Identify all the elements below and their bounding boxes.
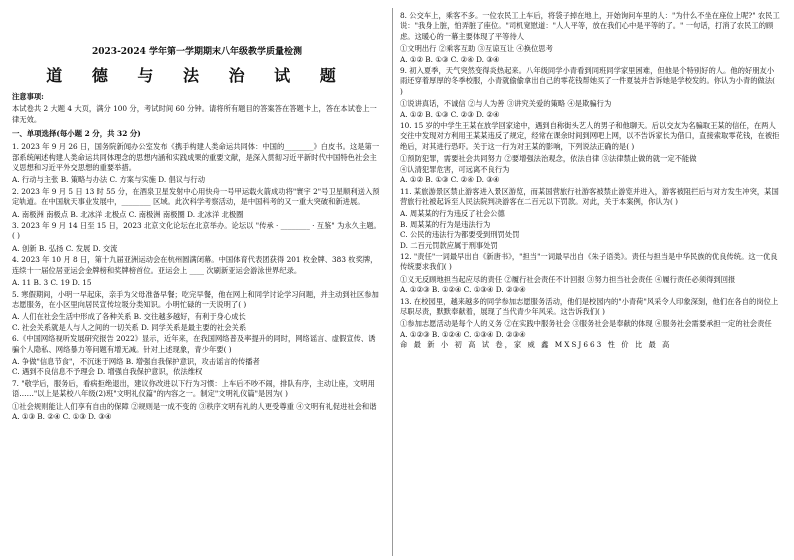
question-options: A. 行动与主张 B. 策略与办法 C. 方案与实施 D. 倡议与行动 xyxy=(12,175,205,185)
column-divider xyxy=(392,8,393,556)
question-options: A. 周某某的行为违反了社会公德 xyxy=(400,209,505,219)
question-options: A. ①②③ B. ①②④ C. ①③④ D. ②③④ xyxy=(400,329,526,339)
question-options: ①说讲真话，不诚信 ②与人为善 ③讲究关爱的策略 ④是欺骗行为 xyxy=(400,99,612,109)
question-text: 4. 2023 年 10 月 8 日，第十九届亚洲运动会在杭州圆满闭幕。中国体育代表团获得 201 枚金牌、383 枚奖牌，连续十一届位居亚运会金牌榜和奖牌榜首位。亚运会上 ____ 次刷新亚运会游泳世界纪录。 xyxy=(12,255,378,275)
question-options: A. ①②③ B. ①②④ C. ①③④ D. ②③④ xyxy=(400,285,526,295)
question-options: A. ①② B. ①③ C. ②④ D. ③④ xyxy=(400,54,500,64)
question-options: A. ①② B. ①③ C. ②④ D. ③④ xyxy=(400,175,500,185)
question-text: 3. 2023 年 9 月 14 日至 15 日，2023 北京文化论坛在北京举办。论坛以 "传承 · ________ · 互鉴" 为永久主题。( ) xyxy=(12,221,381,241)
question-text: 2. 2023 年 9 月 5 日 13 时 55 分，在酒泉卫星发射中心用快舟一号甲运载火箭成功将"寰宇 2"号卫星顺利送入预定轨道。在中国航天事业发展中，________ 区域。此次科学考察活动，是中国科考的又一重大突破和新进展。 xyxy=(12,186,380,207)
subject-title: 道 德 与 法 治 试 题 xyxy=(46,66,348,85)
question-options: A. ①② B. ①③ C. ②③ D. ②④ xyxy=(400,109,500,119)
section-title: 一、单项选择(每小题 2 分，共 32 分) xyxy=(12,129,141,139)
question-options: ①参加志愿活动是每个人的义务 ②在实践中服务社会 ③服务社会是奉献的体现 ④服务社会需要承担一定的社会责任 xyxy=(400,319,772,329)
question-options: C. 公民的违法行为都要受到刑罚处罚 xyxy=(400,230,520,240)
question-options: A. 南极洲 南极点 B. 北冰洋 北极点 C. 南极洲 南极圈 D. 北冰洋 北极圈 xyxy=(12,209,244,219)
question-options: ①预防犯罪，需要社会共同努力 ②要增强法治观念，依法自律 ③法律禁止做的就一定不能做 xyxy=(400,154,697,164)
left-column xyxy=(12,10,382,554)
notes-label: 注意事项: xyxy=(12,92,44,101)
question-text: 12. "责任"一词最早出自《新唐书》，"担当"一词最早出自《朱子语类》。责任与担当是中华民族的优良传统。这一优良传统要求我们( ) xyxy=(400,251,778,272)
question-options: A. ①③ B. ②④ C. ①③ D. ③④ xyxy=(12,411,112,421)
footer-text: 命 最 新 小 初 高 试 卷，家 威 鑫 MXSJ663 性 价 比 最 高 xyxy=(400,340,672,350)
question-options: ①文明出行 ②乘客互助 ③互谅互让 ④换位思考 xyxy=(400,44,553,54)
question-text: 10. 15 岁的中学生王某在放学回家途中，遇到自称街头艺人的男子和他聊天。后以交友为名骗取王某的信任，在两人交往中发现对方利用王某某违反了规定，经常在课余时间到网吧上网，以不告诉家长为借口，直接索取零花钱，在被拒绝后，对其进行恐吓。关于这一行为对王某的影响，下列说法正确的是( ) xyxy=(400,121,780,151)
right-question-list xyxy=(400,11,780,340)
question-text: 13. 在校园里，越来越多的同学参加志愿服务活动，他们是校园内的"小青荷"风采令人印象深刻，他们在各自的岗位上尽职尽责，默默奉献着，展现了当代青少年风采。这告诉我们( ) xyxy=(400,296,779,316)
left-question-list xyxy=(12,142,382,422)
question-options: C. 遇到不良信息不予理会 D. 增强自我保护意识，依法维权 xyxy=(12,367,203,377)
exam-title: 2023-2024 学年第一学期期末八年级教学质量检测 xyxy=(92,47,302,57)
question-text: 5. 寒假期间，小明一早起床，亲手为父母准备早餐；吃完早餐，他在网上和同学讨论学习问题，并主动到社区参加志愿服务，在小区里向居民宣传垃圾分类知识。小明忙碌的一天说明了( ) xyxy=(12,289,379,309)
question-options: A. 人们在社会生活中形成了各种关系 B. 交往越多越好，有利于身心成长 xyxy=(12,312,246,322)
question-options: A. 争做"信息节食"，不沉迷于网络 B. 增强自我保护意识，攻击谣言的传播者 xyxy=(12,356,260,366)
question-options: ①社会规则能让人们享有自由的保障 ②规则是一成不变的 ③秩序文明有礼的人更受尊重 ④文明有礼促进社会和谐 xyxy=(12,401,377,411)
question-text: 11. 某旅游景区禁止游客进入景区游览，而某国营旅行社游客被禁止游览并进入，游客被阻拦后与对方发生冲突，某国营旅行社被起诉至人民法院判决游客在二百元以下罚款。对此，关于本案例，你认为( ) xyxy=(400,186,779,206)
notes-text: 本试卷共 2 大题 4 大页，满分 100 分，考试时间 60 分钟。请将所有题目的答案答在答题卡上，答在本试卷上一律无效。 xyxy=(12,104,377,124)
right-column xyxy=(400,10,780,554)
question-text: 6.《中国网络视听发展研究报告 2022》显示，近年来，在我国网络普及率提升的同时，网络谣言、虚假宣传、诱骗个人隐私、网络暴力等问题有增无减。针对上述现象，青少年要( ) xyxy=(12,334,376,354)
question-options: A. 创新 B. 弘扬 C. 发展 D. 交流 xyxy=(12,243,118,253)
question-options: ①义无反顾地担当起应尽的责任 ②履行社会责任不计回报 ③努力担当社会责任 ④履行责任必须得到回报 xyxy=(400,274,736,284)
question-options: D. 二百元罚款应属于刑事处罚 xyxy=(400,240,498,250)
question-text: 8. 公交车上，乘客不多。一位农民工上车后，将袋子掉在地上，开始询问车里的人："为什么不坐在座位上呢?" 农民工说："我身上脏，怕弄脏了座位。"司机宽慰道："人人平等，放在我们心中是平等的了。" 一句话，打消了农民工的顾虑。这暖心的一幕主要体现了平等待人 xyxy=(400,11,780,41)
question-text: 9. 初入夏季，天气突然变得炎热起来。八年级同学小青看到同班同学家里困难，但他是个特别好的人。他的好朋友小雨还穿着厚厚的冬季校服，小青就偷偷拿出自己的零花钱帮她买了一件夏装并告诉她是学校发的。你认为小青的做法( ) xyxy=(400,66,775,96)
binding-margin xyxy=(1,120,7,420)
question-options: C. 社会关系就是人与人之间的一切关系 D. 同学关系是最主要的社会关系 xyxy=(12,322,247,332)
question-text: 1. 2023 年 9 月 26 日，国务院新闻办公室发布《携手构建人类命运共同体：中国的________》白皮书。这是第一部系统阐述构建人类命运共同体理念的思想内涵和实践成果的重要文献，是深入贯彻习近平新时代中国特色社会主义思想和习近平外交思想的重要举措。 xyxy=(12,142,380,173)
question-options: B. 周某某的行为是违法行为 xyxy=(400,219,491,229)
question-options: ④认清犯罪危害，可远离不良行为 xyxy=(400,164,510,174)
question-options: A. 11 B. 3 C. 19 D. 15 xyxy=(12,278,92,288)
question-text: 7. "敬学后，服务后，看病拒绝退出，建议你改进以下行为习惯：上车后不吵不闹，排队有序，主动让座，文明用语……"以上是某校八年级(2)班"文明礼仪篇"的内容之一。制定"文明礼仪篇"是因为( ) xyxy=(12,378,375,399)
